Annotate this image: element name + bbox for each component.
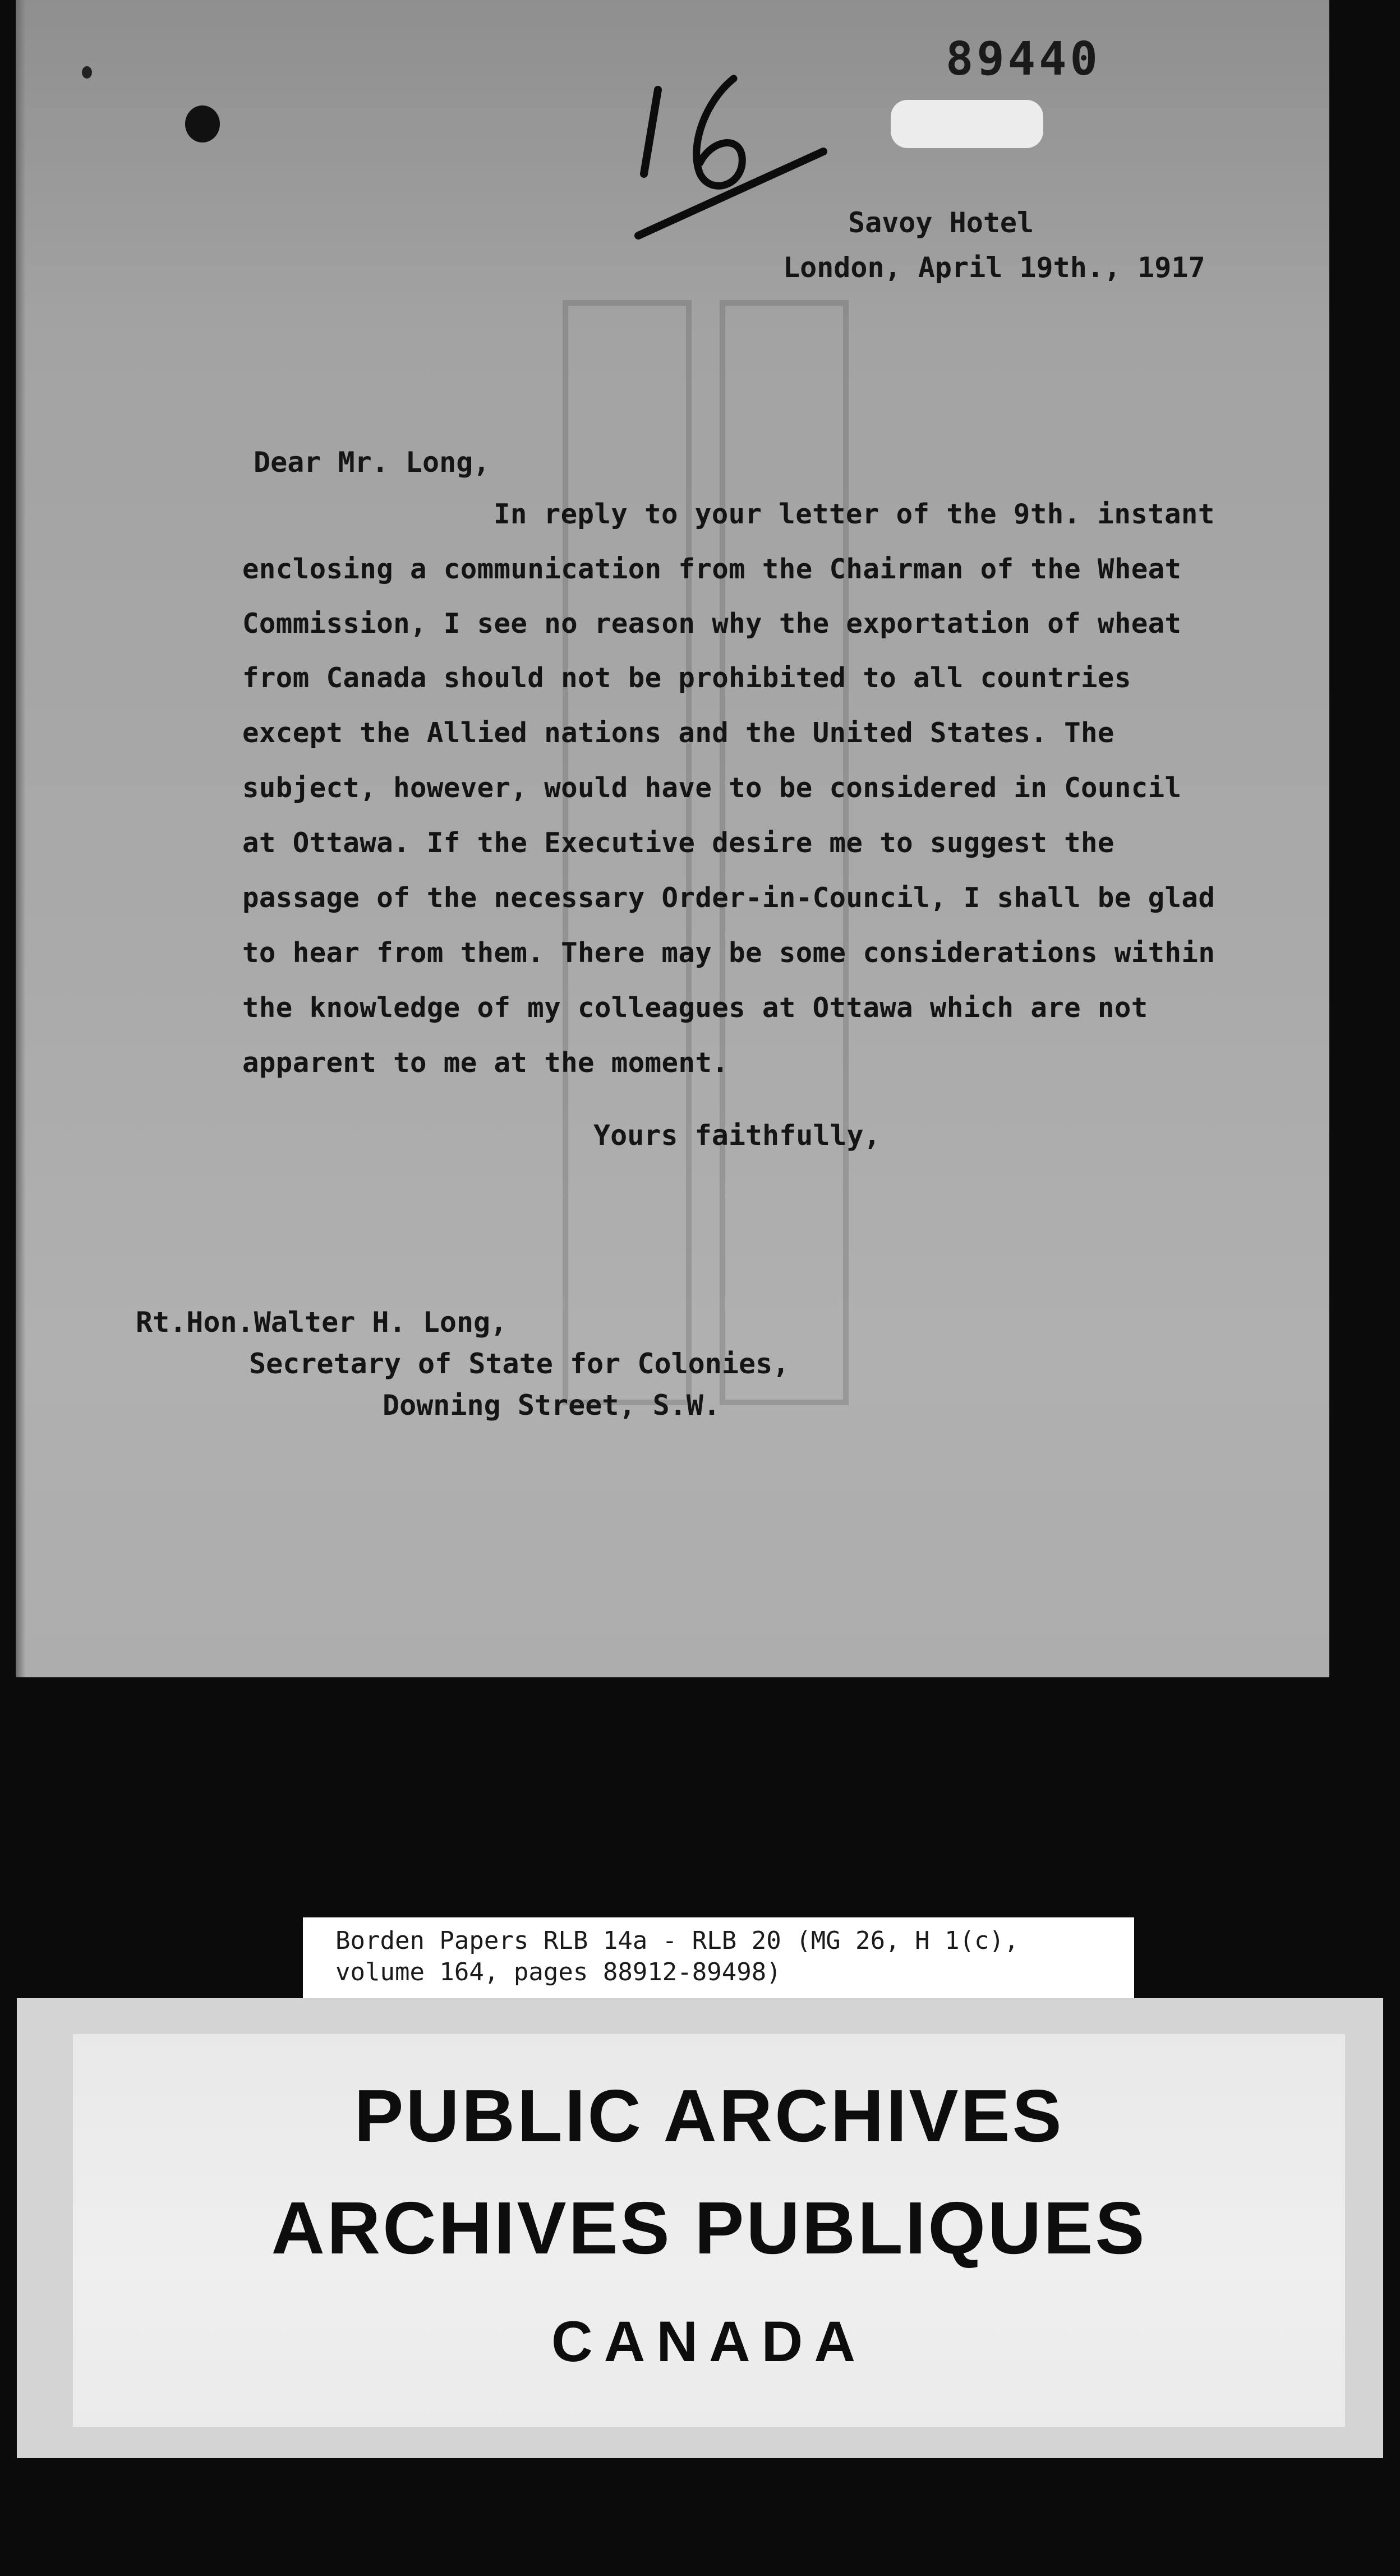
salutation: Dear Mr. Long,: [254, 446, 490, 479]
body-line: from Canada should not be prohibited to all countries: [242, 662, 1131, 694]
body-line: except the Allied nations and the United States. The: [242, 717, 1115, 749]
body-line: passage of the necessary Order-in-Council, I shall be glad: [242, 882, 1215, 914]
page-number-stamp: 89440: [946, 33, 1101, 86]
ink-speck: [82, 66, 92, 79]
body-line: enclosing a communication from the Chairman of the Wheat: [242, 553, 1182, 585]
addressee-street: Downing Street, S.W.: [383, 1389, 721, 1422]
archives-card: [17, 1998, 1383, 2458]
archives-country: CANADA: [551, 2310, 867, 2373]
body-line: the knowledge of my colleagues at Ottawa which are not: [242, 992, 1148, 1024]
body-line: apparent to me at the moment.: [242, 1047, 729, 1079]
body-line: Commission, I see no reason why the exportation of wheat: [242, 608, 1182, 640]
addressee-title: Secretary of State for Colonies,: [249, 1347, 790, 1380]
punch-hole: [185, 105, 220, 142]
dateline: London, April 19th., 1917: [783, 251, 1205, 284]
archives-title-french: ARCHIVES PUBLIQUES: [271, 2187, 1147, 2269]
letter-sheet: [16, 0, 1329, 1677]
citation-line: volume 164, pages 88912-89498): [335, 1958, 781, 1986]
closing: Yours faithfully,: [593, 1119, 881, 1152]
white-sticker: [891, 100, 1043, 148]
archives-card-inner: [73, 2034, 1345, 2427]
handwritten-folio-mark: [621, 67, 857, 247]
archives-title-english: PUBLIC ARCHIVES: [354, 2074, 1064, 2157]
sheet-shadow-edge: [16, 0, 26, 1677]
body-line: to hear from them. There may be some considerations within: [242, 937, 1215, 969]
citation-line: Borden Papers RLB 14a - RLB 20 (MG 26, H 1(c),: [335, 1926, 1019, 1955]
hotel-name: Savoy Hotel: [848, 206, 1034, 239]
body-line: subject, however, would have to be considered in Council: [242, 772, 1182, 804]
citation-label: [303, 1917, 1134, 2002]
addressee-name: Rt.Hon.Walter H. Long,: [136, 1306, 508, 1338]
body-line: at Ottawa. If the Executive desire me to suggest the: [242, 827, 1115, 859]
body-line: In reply to your letter of the 9th. instant: [494, 498, 1215, 530]
